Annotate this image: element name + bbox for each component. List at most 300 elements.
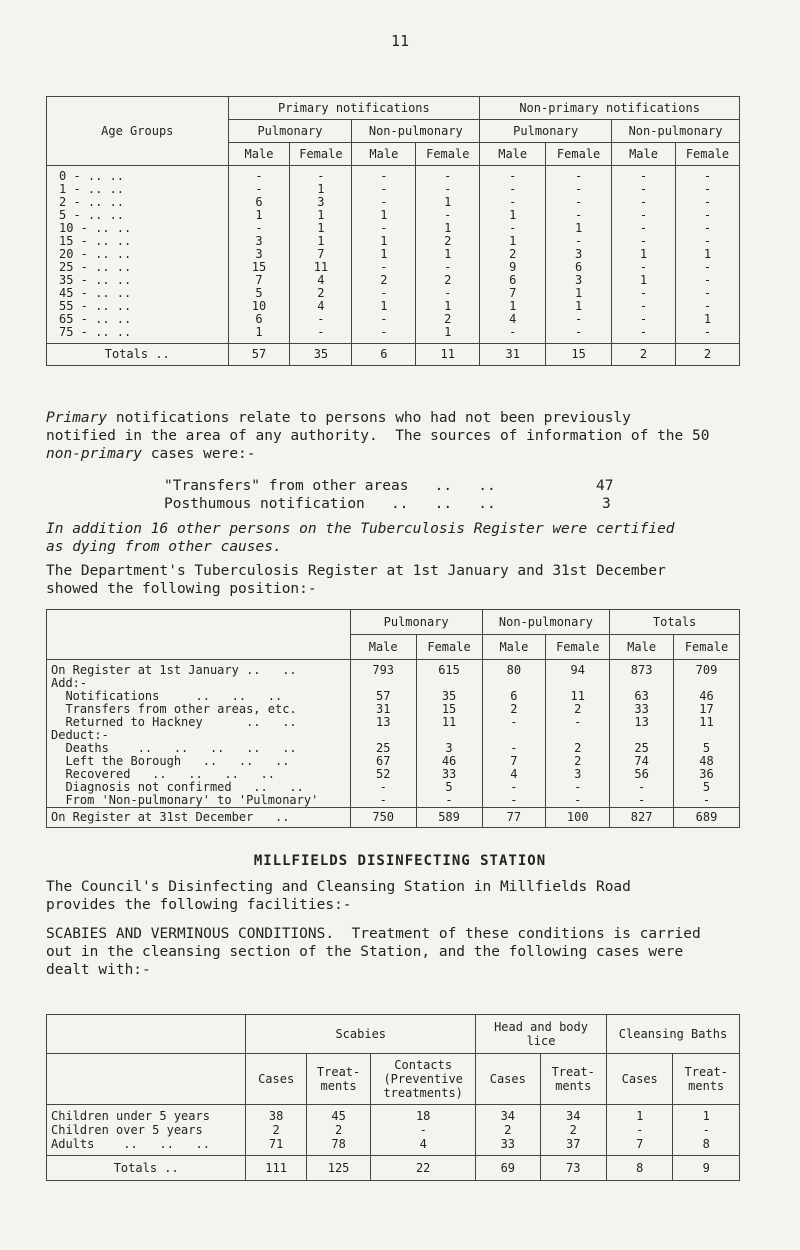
table-cell: 1	[416, 196, 480, 209]
table-cell: 48	[674, 755, 740, 768]
pulmonary-header: Pulmonary	[480, 120, 612, 143]
pulmonary-header: Pulmonary	[228, 120, 352, 143]
notifications-table	[46, 96, 740, 366]
table-cell: -	[612, 326, 676, 344]
table-cell: 11	[674, 716, 740, 729]
table-cell: -	[371, 1123, 476, 1137]
table-cell: 1	[416, 248, 480, 261]
table-cell: -	[675, 209, 739, 222]
table-row	[47, 1105, 740, 1124]
non-pulmonary-header: Non-pulmonary	[352, 120, 480, 143]
table-cell: 74	[610, 755, 674, 768]
male-header: Male	[482, 635, 546, 660]
table-cell: 1	[546, 287, 612, 300]
table-cell: -	[612, 196, 676, 209]
female-header: Female	[290, 143, 352, 166]
row-label: Notifications .. .. ..	[47, 690, 351, 703]
table-cell: 1	[290, 183, 352, 196]
table-cell: 1	[352, 300, 416, 313]
table-cell: 6	[546, 261, 612, 274]
table-cell: -	[546, 235, 612, 248]
total-cell: 8	[606, 1156, 672, 1181]
table-cell: -	[482, 794, 546, 808]
table-cell: 57	[350, 690, 416, 703]
table-cell: 2	[416, 235, 480, 248]
table-cell: -	[612, 222, 676, 235]
table-cell: -	[675, 261, 739, 274]
row-label: On Register at 1st January .. ..	[47, 660, 351, 678]
table-row	[47, 1123, 740, 1137]
table-cell: -	[675, 326, 739, 344]
register-label-header	[47, 610, 351, 660]
table-cell: 615	[416, 660, 482, 678]
table-row	[47, 1137, 740, 1156]
table-cell: 6	[482, 690, 546, 703]
table-cell: 6	[228, 196, 290, 209]
table-cell: 35	[416, 690, 482, 703]
total-cell: 6	[352, 344, 416, 366]
millfields-para: The Council's Disinfecting and Cleansing Station in Millfields Road provides the following facilities:-	[46, 879, 631, 913]
table-cell: -	[546, 326, 612, 344]
addition-note: In addition 16 other persons on the Tuberculosis Register were certified as dying from other causes.	[46, 521, 675, 555]
table-cell: 5	[416, 781, 482, 794]
table-cell: -	[612, 313, 676, 326]
table-cell: 3	[546, 248, 612, 261]
table-cell: -	[480, 326, 546, 344]
table-cell: 1	[480, 235, 546, 248]
table-cell: -	[610, 794, 674, 808]
table-cell: 18	[371, 1105, 476, 1124]
table-cell: 2	[546, 703, 610, 716]
table-cell: -	[675, 166, 739, 184]
row-label: From 'Non-pulmonary' to 'Pulmonary'	[47, 794, 351, 808]
table-cell: 11	[546, 690, 610, 703]
source-posthumous-value: 3	[602, 496, 611, 512]
table-row	[47, 660, 740, 678]
table-cell: 3	[228, 235, 290, 248]
non-pulmonary-header: Non-pulmonary	[612, 120, 740, 143]
table-cell: -	[290, 166, 352, 184]
table-cell: -	[480, 222, 546, 235]
head-lice-header: Head and body lice	[476, 1015, 607, 1054]
table-cell: 11	[290, 261, 352, 274]
female-header: Female	[674, 635, 740, 660]
table-cell: 1	[416, 222, 480, 235]
totals-label: Totals ..	[47, 344, 229, 366]
cases-header: Cases	[476, 1054, 540, 1105]
table-cell: -	[416, 261, 480, 274]
table-row	[47, 209, 740, 222]
table-cell: 10	[228, 300, 290, 313]
table-row	[47, 166, 740, 184]
table-cell: -	[352, 287, 416, 300]
total-cell: 73	[540, 1156, 606, 1181]
table-cell: 4	[371, 1137, 476, 1156]
table-row	[47, 183, 740, 196]
table-cell: 15	[228, 261, 290, 274]
row-label: Adults .. .. ..	[47, 1137, 246, 1156]
millfields-heading: MILLFIELDS DISINFECTING STATION	[253, 853, 547, 869]
table-cell: 4	[482, 768, 546, 781]
table-cell: 1	[612, 248, 676, 261]
table-cell: -	[675, 274, 739, 287]
total-cell: 111	[246, 1156, 306, 1181]
table-cell: 3	[290, 196, 352, 209]
total-cell: 69	[476, 1156, 540, 1181]
table-cell: -	[480, 183, 546, 196]
table-cell: -	[290, 326, 352, 344]
table-cell: 2	[246, 1123, 306, 1137]
age-group-label: 65 - .. ..	[47, 313, 229, 326]
table-cell: 1	[228, 326, 290, 344]
total-cell: 57	[228, 344, 290, 366]
table-cell: -	[350, 794, 416, 808]
table-cell: 3	[546, 274, 612, 287]
totals-row	[47, 1156, 740, 1181]
table-row	[47, 287, 740, 300]
scabies-corner	[47, 1015, 246, 1054]
male-header: Male	[228, 143, 290, 166]
table-cell: -	[482, 781, 546, 794]
table-cell: -	[612, 300, 676, 313]
table-cell: 709	[674, 660, 740, 678]
table-cell: 38	[246, 1105, 306, 1124]
table-row	[47, 196, 740, 209]
table-cell: -	[480, 166, 546, 184]
table-cell: 1	[546, 222, 612, 235]
table-cell: 7	[606, 1137, 672, 1156]
age-group-label: 2 - .. ..	[47, 196, 229, 209]
table-row	[47, 794, 740, 808]
table-cell: 13	[350, 716, 416, 729]
table-cell: -	[612, 287, 676, 300]
table-cell: -	[673, 1123, 740, 1137]
primary-note-line1: notifications relate to persons who had not been previously	[107, 410, 631, 426]
age-group-label: 15 - .. ..	[47, 235, 229, 248]
table-cell: 2	[482, 703, 546, 716]
non-primary-header: Non-primary notifications	[480, 97, 740, 120]
table-cell: 5	[674, 781, 740, 794]
table-cell: -	[228, 183, 290, 196]
table-cell: 77	[482, 808, 546, 828]
table-cell: -	[416, 166, 480, 184]
table-cell: 1	[480, 209, 546, 222]
row-label: Deduct:-	[47, 729, 351, 742]
table-cell: 34	[540, 1105, 606, 1124]
table-cell: 1	[673, 1105, 740, 1124]
table-cell: -	[352, 196, 416, 209]
table-cell: -	[612, 209, 676, 222]
table-cell: 6	[228, 313, 290, 326]
table-cell: -	[228, 166, 290, 184]
age-group-label: 20 - .. ..	[47, 248, 229, 261]
table-cell: 37	[540, 1137, 606, 1156]
table-cell: 17	[674, 703, 740, 716]
table-cell: -	[606, 1123, 672, 1137]
table-cell: -	[416, 183, 480, 196]
table-cell: -	[546, 313, 612, 326]
non-primary-word: non-primary	[46, 446, 143, 462]
table-cell: 13	[610, 716, 674, 729]
source-posthumous	[164, 496, 496, 512]
pulmonary-header: Pulmonary	[350, 610, 482, 635]
treatments-header: Treat- ments	[540, 1054, 606, 1105]
scabies-table	[46, 1014, 740, 1181]
male-header: Male	[480, 143, 546, 166]
female-header: Female	[416, 143, 480, 166]
table-row	[47, 274, 740, 287]
table-cell: -	[228, 222, 290, 235]
table-cell: -	[416, 287, 480, 300]
age-groups-header: Age Groups	[47, 97, 229, 166]
total-cell: 11	[416, 344, 480, 366]
row-label: Recovered .. .. .. ..	[47, 768, 351, 781]
table-cell: 56	[610, 768, 674, 781]
table-cell: 2	[416, 274, 480, 287]
table-cell: 4	[290, 300, 352, 313]
register-table	[46, 609, 740, 828]
table-cell: 33	[610, 703, 674, 716]
table-cell: 46	[674, 690, 740, 703]
table-cell: 2	[306, 1123, 370, 1137]
table-cell: 34	[476, 1105, 540, 1124]
total-cell: 22	[371, 1156, 476, 1181]
table-cell: -	[546, 183, 612, 196]
table-cell: 6	[480, 274, 546, 287]
table-cell: 2	[540, 1123, 606, 1137]
age-group-label: 5 - .. ..	[47, 209, 229, 222]
primary-note-line2: notified in the area of any authority. The sources of information of the 50	[46, 428, 710, 444]
table-cell: -	[352, 261, 416, 274]
primary-note	[46, 409, 709, 463]
table-cell: 1	[290, 209, 352, 222]
table-cell: -	[546, 716, 610, 729]
table-cell: -	[675, 222, 739, 235]
row-label: On Register at 31st December ..	[47, 808, 351, 828]
row-label: Returned to Hackney .. ..	[47, 716, 351, 729]
row-label: Transfers from other areas, etc.	[47, 703, 351, 716]
age-group-label: 75 - .. ..	[47, 326, 229, 344]
age-group-label: 55 - .. ..	[47, 300, 229, 313]
table-cell: 689	[674, 808, 740, 828]
table-cell: 2	[480, 248, 546, 261]
table-cell: -	[352, 326, 416, 344]
primary-word: Primary	[46, 410, 108, 426]
table-cell: 2	[352, 274, 416, 287]
treatments-header: Treat- ments	[306, 1054, 370, 1105]
page-number: 11	[390, 32, 410, 50]
table-cell: 1	[416, 326, 480, 344]
table-cell: 2	[290, 287, 352, 300]
row-label: Children over 5 years	[47, 1123, 246, 1137]
total-cell: 31	[480, 344, 546, 366]
age-group-label: 45 - .. ..	[47, 287, 229, 300]
table-cell: -	[352, 166, 416, 184]
table-cell: 7	[482, 755, 546, 768]
table-cell: 1	[290, 222, 352, 235]
table-cell: -	[546, 794, 610, 808]
table-row	[47, 326, 740, 344]
table-cell: -	[352, 183, 416, 196]
table-cell: 1	[352, 248, 416, 261]
table-cell: -	[546, 196, 612, 209]
table-cell: 2	[546, 742, 610, 755]
table-cell: -	[416, 794, 482, 808]
table-cell: 25	[610, 742, 674, 755]
table-cell: 2	[416, 313, 480, 326]
row-label: Left the Borough .. .. ..	[47, 755, 351, 768]
table-cell: 3	[228, 248, 290, 261]
female-header: Female	[675, 143, 739, 166]
male-header: Male	[352, 143, 416, 166]
female-header: Female	[546, 143, 612, 166]
table-cell: -	[610, 781, 674, 794]
table-cell: -	[416, 209, 480, 222]
scabies-label-header	[47, 1054, 246, 1105]
table-cell: 1	[352, 209, 416, 222]
table-cell: 1	[416, 300, 480, 313]
table-cell: 63	[610, 690, 674, 703]
table-cell: -	[482, 716, 546, 729]
male-header: Male	[350, 635, 416, 660]
table-cell: -	[675, 300, 739, 313]
table-cell: -	[352, 313, 416, 326]
row-label: Children under 5 years	[47, 1105, 246, 1124]
table-cell: -	[675, 183, 739, 196]
table-cell: -	[480, 196, 546, 209]
table-cell: -	[612, 235, 676, 248]
table-cell: -	[482, 742, 546, 755]
female-header: Female	[546, 635, 610, 660]
table-cell: 67	[350, 755, 416, 768]
table-cell: 2	[476, 1123, 540, 1137]
table-row	[47, 716, 740, 729]
table-cell: 33	[476, 1137, 540, 1156]
table-cell: 1	[546, 300, 612, 313]
totals-header: Totals	[610, 610, 740, 635]
male-header: Male	[612, 143, 676, 166]
table-cell: -	[350, 781, 416, 794]
table-cell: -	[290, 313, 352, 326]
table-row	[47, 248, 740, 261]
table-cell: -	[546, 781, 610, 794]
source-transfers-value: 47	[596, 478, 614, 494]
table-cell: -	[546, 166, 612, 184]
table-cell: 3	[416, 742, 482, 755]
table-cell: 7	[480, 287, 546, 300]
table-cell: -	[675, 235, 739, 248]
table-cell: 52	[350, 768, 416, 781]
age-group-label: 10 - .. ..	[47, 222, 229, 235]
source-transfers	[164, 478, 496, 494]
table-cell: 3	[546, 768, 610, 781]
table-cell: -	[675, 287, 739, 300]
row-label: Add:-	[47, 677, 351, 690]
scabies-para: SCABIES AND VERMINOUS CONDITIONS. Treatment of these conditions is carried out in the cleansing section of the Station, and the following cases were dealt with:-	[46, 926, 701, 978]
table-cell: 1	[606, 1105, 672, 1124]
total-cell: 125	[306, 1156, 370, 1181]
table-cell: 1	[352, 235, 416, 248]
table-cell: 5	[674, 742, 740, 755]
table-row	[47, 808, 740, 828]
table-cell: 873	[610, 660, 674, 678]
table-cell: 78	[306, 1137, 370, 1156]
age-group-label: 35 - .. ..	[47, 274, 229, 287]
scabies-header: Scabies	[246, 1015, 476, 1054]
table-cell: 1	[228, 209, 290, 222]
age-group-label: 1 - .. ..	[47, 183, 229, 196]
table-cell: 750	[350, 808, 416, 828]
table-cell: 80	[482, 660, 546, 678]
totals-label: Totals ..	[47, 1156, 246, 1181]
table-cell: -	[612, 261, 676, 274]
table-cell: 8	[673, 1137, 740, 1156]
total-cell: 2	[675, 344, 739, 366]
table-cell: 5	[228, 287, 290, 300]
table-cell: 9	[480, 261, 546, 274]
table-cell: 71	[246, 1137, 306, 1156]
table-cell: 1	[290, 235, 352, 248]
table-cell: 1	[675, 313, 739, 326]
age-group-label: 0 - .. ..	[47, 166, 229, 184]
table-cell: 1	[612, 274, 676, 287]
table-cell: 31	[350, 703, 416, 716]
table-cell: 11	[416, 716, 482, 729]
table-cell: -	[612, 166, 676, 184]
table-cell: -	[675, 196, 739, 209]
table-cell: 100	[546, 808, 610, 828]
treatments-header: Treat- ments	[673, 1054, 740, 1105]
table-cell: 589	[416, 808, 482, 828]
table-cell: 7	[290, 248, 352, 261]
table-cell: -	[546, 209, 612, 222]
table-cell: -	[674, 794, 740, 808]
row-label: Deaths .. .. .. .. ..	[47, 742, 351, 755]
table-cell: 45	[306, 1105, 370, 1124]
table-row	[47, 261, 740, 274]
total-cell: 35	[290, 344, 352, 366]
row-label: Diagnosis not confirmed .. ..	[47, 781, 351, 794]
table-row	[47, 313, 740, 326]
table-cell: 36	[674, 768, 740, 781]
table-cell: 4	[480, 313, 546, 326]
table-cell: 793	[350, 660, 416, 678]
table-cell: 7	[228, 274, 290, 287]
non-pulmonary-header: Non-pulmonary	[482, 610, 610, 635]
table-cell: -	[612, 183, 676, 196]
table-cell: 2	[546, 755, 610, 768]
total-cell: 9	[673, 1156, 740, 1181]
total-cell: 2	[612, 344, 676, 366]
female-header: Female	[416, 635, 482, 660]
table-cell: 1	[480, 300, 546, 313]
totals-row	[47, 344, 740, 366]
table-cell: 46	[416, 755, 482, 768]
table-row	[47, 235, 740, 248]
table-cell: -	[352, 222, 416, 235]
table-cell: 25	[350, 742, 416, 755]
contacts-header: Contacts (Preventive treatments)	[371, 1054, 476, 1105]
primary-header: Primary notifications	[228, 97, 480, 120]
table-cell: 827	[610, 808, 674, 828]
table-row	[47, 222, 740, 235]
age-group-label: 25 - .. ..	[47, 261, 229, 274]
table-cell: 33	[416, 768, 482, 781]
cases-header: Cases	[246, 1054, 306, 1105]
cases-header: Cases	[606, 1054, 672, 1105]
table-cell: 15	[416, 703, 482, 716]
table-row	[47, 300, 740, 313]
